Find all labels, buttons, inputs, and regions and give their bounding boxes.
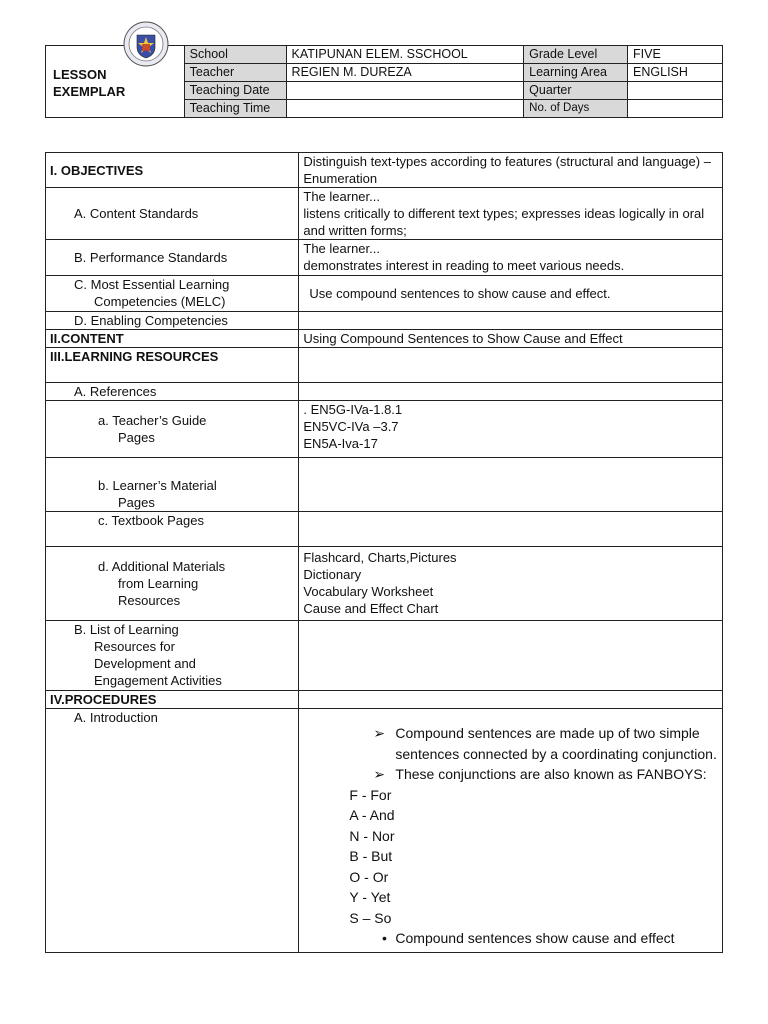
performance-standards-row <box>46 240 723 276</box>
intro-point-1 <box>373 723 718 764</box>
content-standards-line2: listens critically to different text types; expresses ideas logically in oral and written forms; <box>303 206 705 238</box>
additional-material-4: Cause and Effect Chart <box>303 601 439 616</box>
teacher-label: Teacher <box>184 64 286 82</box>
additional-materials-label-line2: from Learning <box>118 576 199 591</box>
content-standards-line1: The learner... <box>303 189 380 204</box>
additional-material-3: Vocabulary Worksheet <box>303 584 434 599</box>
references-row <box>46 383 723 401</box>
fanboys-item: Y - Yet <box>349 889 391 905</box>
learners-material-label <box>46 458 299 512</box>
enabling-competencies-value <box>299 312 723 330</box>
intro-point-1-line1: Compound sentences are made up of two simple <box>395 725 700 741</box>
additional-materials-label <box>46 547 299 621</box>
fanboys-list <box>349 785 718 929</box>
intro-bullet-text: Compound sentences show cause and effect <box>395 930 675 946</box>
learners-material-value <box>299 458 723 512</box>
fanboys-item: B - But <box>349 848 393 864</box>
header-table <box>45 45 723 118</box>
teaching-time-value <box>286 100 524 118</box>
learning-resources-row <box>46 348 723 383</box>
fanboys-item: N - Nor <box>349 827 395 844</box>
additional-material-2: Dictionary <box>303 567 362 582</box>
intro-point-1-line2: sentences connected by a coordinating conjunction. <box>395 745 717 762</box>
teachers-guide-label <box>46 401 299 458</box>
fanboys-item: S – So <box>349 909 392 926</box>
learning-area-label: Learning Area <box>524 64 628 82</box>
grade-level-value: FIVE <box>628 46 723 64</box>
additional-materials-label-line3: Resources <box>118 593 181 608</box>
performance-standards-value <box>299 240 723 276</box>
teachers-guide-label-line2: Pages <box>118 430 155 445</box>
fanboys-item: A - And <box>349 807 395 823</box>
textbook-pages-label: c. Textbook Pages <box>46 512 299 547</box>
teaching-time-label: Teaching Time <box>184 100 286 118</box>
melc-row <box>46 276 723 312</box>
bullet-dot-icon: • <box>381 930 387 946</box>
teachers-guide-code-2: EN5VC-IVa –3.7 <box>303 419 399 434</box>
quarter-value <box>628 82 723 100</box>
objectives-value: Distinguish text-types according to features (structural and language) – Enumeration <box>299 153 723 188</box>
teaching-date-label: Teaching Date <box>184 82 286 100</box>
references-value <box>299 383 723 401</box>
teachers-guide-row <box>46 401 723 458</box>
procedures-row <box>46 691 723 709</box>
melc-label-line1: C. Most Essential Learning <box>74 277 230 292</box>
content-standards-row <box>46 188 723 240</box>
melc-label <box>46 276 299 312</box>
intro-point-2-text: These conjunctions are also known as FANBOYS: <box>395 766 707 782</box>
teacher-value: REGIEN M. DUREZA <box>286 64 524 82</box>
quarter-label: Quarter <box>524 82 628 100</box>
arrow-bullet-icon: ➢ <box>373 725 386 741</box>
performance-standards-line2: demonstrates interest in reading to meet various needs. <box>303 258 625 273</box>
learners-material-label-line1: b. Learner’s Material <box>98 478 217 493</box>
learning-resources-value <box>299 348 723 383</box>
melc-value: Use compound sentences to show cause and effect. <box>299 276 723 312</box>
learning-resources-label: III.LEARNING RESOURCES <box>46 348 299 383</box>
teaching-date-value <box>286 82 524 100</box>
procedures-label: IV.PROCEDURES <box>46 691 299 709</box>
no-of-days-value <box>628 100 723 118</box>
content-row <box>46 330 723 348</box>
school-value: KATIPUNAN ELEM. SSCHOOL <box>286 46 524 64</box>
lesson-exemplar-title-cell <box>46 46 185 118</box>
no-of-days-label: No. of Days <box>524 100 628 118</box>
list-resources-label <box>46 621 299 691</box>
introduction-row <box>46 709 723 953</box>
content-standards-label: A. Content Standards <box>46 188 299 240</box>
performance-standards-line1: The learner... <box>303 241 380 256</box>
enabling-competencies-label: D. Enabling Competencies <box>46 312 299 330</box>
teachers-guide-label-line1: a. Teacher’s Guide <box>98 413 207 428</box>
list-resources-row <box>46 621 723 691</box>
objectives-row <box>46 153 723 188</box>
enabling-competencies-row <box>46 312 723 330</box>
fanboys-item: O - Or <box>349 868 389 885</box>
fanboys-item: F - For <box>349 786 392 803</box>
list-resources-label-line4: Engagement Activities <box>94 673 222 688</box>
textbook-pages-row <box>46 512 723 547</box>
lesson-title-line2: EXEMPLAR <box>53 84 126 99</box>
additional-material-1: Flashcard, Charts,Pictures <box>303 550 457 565</box>
teachers-guide-code-1: . EN5G-IVa-1.8.1 <box>303 402 403 417</box>
content-label: II.CONTENT <box>46 330 299 348</box>
lesson-plan-table <box>45 152 723 953</box>
intro-point-2 <box>373 764 718 785</box>
references-label: A. References <box>46 383 299 401</box>
list-resources-label-line3: Development and <box>94 656 196 671</box>
learning-area-value: ENGLISH <box>628 64 723 82</box>
arrow-bullet-icon: ➢ <box>373 766 386 782</box>
textbook-pages-value <box>299 512 723 547</box>
additional-materials-label-line1: d. Additional Materials <box>98 559 226 574</box>
melc-label-line2: Competencies (MELC) <box>94 294 226 309</box>
teachers-guide-code-3: EN5A-Iva-17 <box>303 436 378 451</box>
procedures-value <box>299 691 723 709</box>
school-label: School <box>184 46 286 64</box>
grade-level-label: Grade Level <box>524 46 628 64</box>
performance-standards-label: B. Performance Standards <box>46 240 299 276</box>
additional-materials-row <box>46 547 723 621</box>
deped-seal-icon <box>122 20 170 68</box>
teachers-guide-value <box>299 401 723 458</box>
list-resources-value <box>299 621 723 691</box>
lesson-title-line1: LESSON <box>53 67 107 82</box>
introduction-label: A. Introduction <box>46 709 299 953</box>
additional-materials-value <box>299 547 723 621</box>
content-standards-value <box>299 188 723 240</box>
learners-material-row <box>46 458 723 512</box>
learners-material-label-line2: Pages <box>118 495 155 510</box>
introduction-content <box>299 709 723 953</box>
objectives-label: I. OBJECTIVES <box>46 153 299 188</box>
list-resources-label-line2: Resources for <box>94 639 175 654</box>
content-value: Using Compound Sentences to Show Cause and Effect <box>299 330 723 348</box>
intro-bullet <box>373 928 718 949</box>
list-resources-label-line1: B. List of Learning <box>74 622 179 637</box>
